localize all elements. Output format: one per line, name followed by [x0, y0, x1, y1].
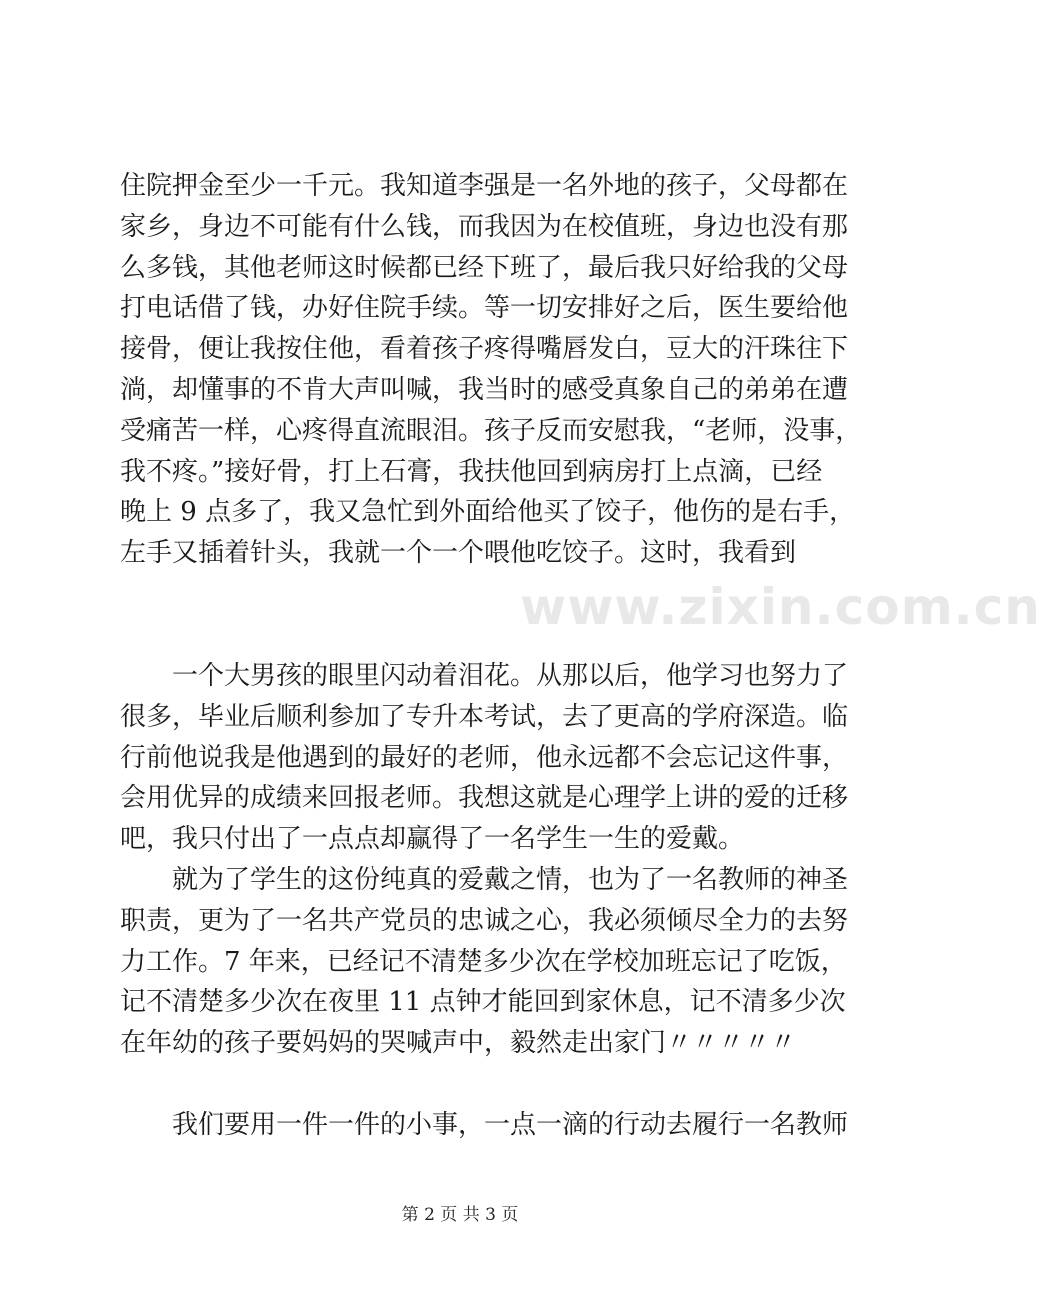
text-line: 打电话借了钱，办好住院手续。等一切安排好之后，医生要给他	[120, 293, 849, 324]
text-line: 家乡，身边不可能有什么钱，而我因为在校值班，身边也没有那	[120, 211, 849, 242]
paragraph-2	[120, 656, 849, 860]
paragraph-4	[120, 1105, 849, 1146]
text-line: 受痛苦一样，心疼得直流眼泪。孩子反而安慰我，“老师，没事，	[120, 415, 862, 446]
text-line: 会用优异的成绩来回报老师。我想这就是心理学上讲的爱的迁移	[120, 783, 849, 814]
text-line: 一个大男孩的眼里闪动着泪花。从那以后，他学习也努力了	[172, 661, 849, 691]
text-line: 晚上 9 点多了，我又急忙到外面给他买了饺子，他伤的是右手，	[120, 497, 856, 528]
text-line: 接骨，便让我按住他，看着孩子疼得嘴唇发白，豆大的汗珠往下	[120, 334, 849, 365]
paragraph-1	[120, 166, 862, 574]
text-line: 就为了学生的这份纯真的爱戴之情，也为了一名教师的神圣	[172, 865, 849, 895]
paragraph-3	[120, 860, 849, 1064]
text-line: 职责，更为了一名共产党员的忠诚之心，我必须倾尽全力的去努	[120, 905, 849, 936]
text-line: 吧，我只付出了一点点却赢得了一名学生一生的爱戴。	[120, 824, 745, 855]
text-line: 淌，却懂事的不肯大声叫喊，我当时的感受真象自己的弟弟在遭	[120, 374, 849, 405]
text-line: 力工作。7 年来，已经记不清楚多少次在学校加班忘记了吃饭，	[120, 946, 847, 977]
watermark: www.zixin.com.cn	[520, 578, 1041, 636]
text-line: 左手又插着针头，我就一个一个喂他吃饺子。这时，我看到	[120, 538, 797, 569]
text-line: 我们要用一件一件的小事，一点一滴的行动去履行一名教师	[172, 1110, 849, 1140]
text-line: 行前他说我是他遇到的最好的老师，他永远都不会忘记这件事，	[120, 742, 849, 773]
text-line: 我不疼。”接好骨，打上石膏，我扶他回到病房打上点滴，已经	[120, 456, 823, 487]
text-line: 么多钱，其他老师这时候都已经下班了，最后我只好给我的父母	[120, 252, 849, 283]
text-line: 很多，毕业后顺利参加了专升本考试，去了更高的学府深造。临	[120, 701, 849, 732]
page-footer: 第 2 页 共 3 页	[401, 1205, 519, 1225]
text-line: 住院押金至少一千元。我知道李强是一名外地的孩子，父母都在	[120, 171, 849, 201]
text-line: 在年幼的孩子要妈妈的哭喊声中，毅然走出家门〃〃〃〃〃	[120, 1028, 797, 1059]
text-line: 记不清楚多少次在夜里 11 点钟才能回到家休息，记不清多少次	[120, 987, 846, 1018]
